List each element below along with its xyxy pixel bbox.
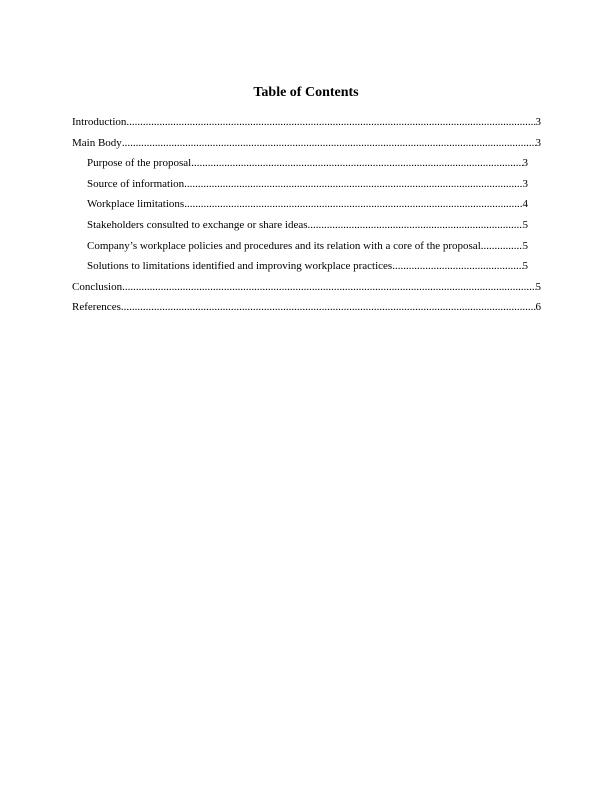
- toc-entry-page: 5: [535, 280, 541, 293]
- toc-entry-label: Solutions to limitations identified and improving workplace practices: [87, 260, 393, 273]
- toc-entry-page: 3: [522, 157, 528, 170]
- toc-entry-page: 3: [535, 116, 541, 128]
- toc-leader-dots: [184, 194, 522, 215]
- toc-entry-references[interactable]: [72, 297, 541, 318]
- toc-title: Table of Contents: [253, 85, 359, 100]
- toc-entry-purpose[interactable]: [72, 153, 528, 174]
- toc-entry-introduction[interactable]: [72, 112, 541, 133]
- toc-entry-page: 5: [522, 239, 528, 252]
- toc-entry-page: 6: [535, 301, 541, 314]
- toc-leader-dots: [481, 236, 523, 257]
- toc-leader-dots: [122, 133, 536, 154]
- toc-entry-label: Introduction: [72, 116, 127, 128]
- toc-entry-page: 3: [522, 177, 528, 190]
- toc-entry-main-body[interactable]: [72, 133, 541, 154]
- toc-entry-page: 4: [522, 198, 528, 211]
- toc-list: [72, 112, 541, 318]
- toc-entry-limitations[interactable]: [72, 194, 528, 215]
- toc-leader-dots: [122, 277, 535, 298]
- toc-entry-policies[interactable]: [72, 236, 528, 257]
- toc-entry-page: 5: [522, 260, 528, 273]
- toc-entry-label: Conclusion: [72, 280, 123, 293]
- toc-leader-dots: [126, 112, 535, 133]
- toc-entry-label: Purpose of the proposal: [87, 157, 192, 170]
- toc-entry-label: Stakeholders consulted to exchange or share ideas: [87, 218, 308, 231]
- toc-entry-label: Source of information: [87, 177, 185, 190]
- toc-entry-label: Main Body: [72, 136, 122, 149]
- toc-entry-label: References: [72, 301, 121, 314]
- toc-entry-solutions[interactable]: [72, 256, 528, 277]
- toc-entry-label: Company’s workplace policies and procedures and its relation with a core of the proposal: [87, 239, 481, 252]
- toc-leader-dots: [121, 297, 536, 318]
- toc-leader-dots: [184, 174, 522, 195]
- toc-entry-page: 3: [535, 136, 541, 149]
- toc-leader-dots: [308, 215, 523, 236]
- toc-entry-source[interactable]: [72, 174, 528, 195]
- toc-entry-label: Workplace limitations: [87, 198, 185, 211]
- toc-entry-stakeholders[interactable]: [72, 215, 528, 236]
- toc-entry-conclusion[interactable]: [72, 277, 541, 298]
- toc-leader-dots: [392, 256, 522, 277]
- toc-leader-dots: [191, 153, 522, 174]
- toc-entry-page: 5: [522, 218, 528, 231]
